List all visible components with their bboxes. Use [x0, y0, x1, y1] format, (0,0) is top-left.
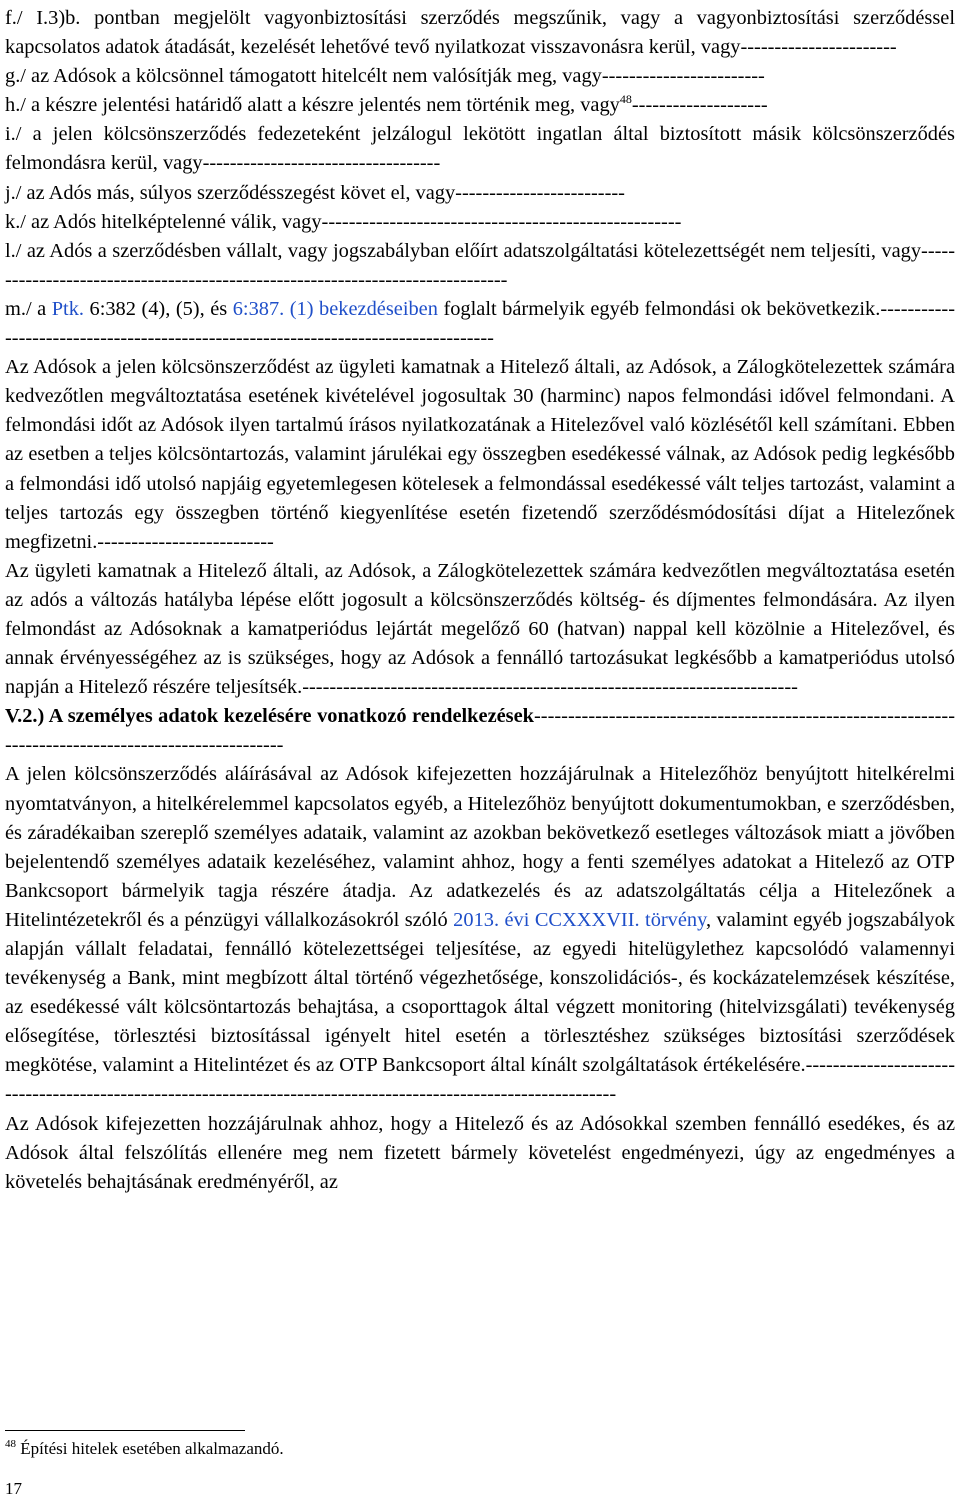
clause-m-start: m./ a — [5, 297, 52, 320]
ptk-link[interactable]: Ptk. — [51, 297, 84, 320]
footnote-text: Építési hitelek esetében alkalmazandó. — [16, 1439, 284, 1458]
footnote — [5, 1438, 945, 1460]
termination-paragraph-1: Az Adósok a jelen kölcsönszerződést az ügyleti kamatnak a Hitelező általi, az Adósok, a Zálogkötelezettek számára kedvezőtlen megváltoztatása esetének kivételével jogosultak 30 (harminc) napos felmondási idővel felmondani. A felmondási időt az Adósok ilyen tartalmú írásos nyilatkozatának a Hitelezővel való közlésétől kell számítani. Ebben az esetben a teljes kölcsöntartozás, valamint járulékai egy összegben esedékessé válnak, az Adósok pedig legkésőbb a felmondási idő utolsó napjáig egyetemlegesen kötelesek a felmondással esedékessé vált teljes tartozást, valamint a teljes tartozás egy összegben történő kiegyenlítése esetén fizetendő szerződésmódosítási díjat a Hitelezőnek megfizetni.-------------------------- — [5, 356, 955, 553]
law-2013-ccxxxvii-link[interactable]: 2013. évi CCXXXVII. törvény — [453, 908, 706, 931]
clause-i: i./ a jelen kölcsönszerződés fedezeteként jelzálogul lekötött ingatlan által biztosított másik kölcsönszerződés felmondásra kerül, vagy----------------------------------- — [5, 123, 955, 175]
assignment-paragraph: Az Adósok kifejezetten hozzájárulnak ahhoz, hogy a Hitelező és az Adósokkal szemben fennálló esedékes, és az Adósok által felszólítás ellenére meg nem fizetett bármely követelést engedményezi, úgy az engedményes a követelés behajtásának eredményéről, az — [5, 1112, 955, 1193]
data-processing-text-start: A jelen kölcsönszerződés aláírásával az Adósok kifejezetten hozzájárulnak a Hitelezőhöz benyújtott hitelkérelmi nyomtatványon, a hitelkérelemmel kapcsolatos egyéb, a Hitelezőhöz benyújtott dokumentumokban, e szerződésben, és záradékaiban szereplő személyes adataik, valamint az azokban bekövetkező esetleges változások miatt a jövőben bejelentendő személyes adataik kezeléséhez, valamint ahhoz, hogy a fenti személyes adatokat a Hitelező az OTP Bankcsoport bármelyik tagja részére átadja. Az adatkezelés és az adatszolgáltatás célja a Hitelezőnek a Hitelintézetekről és a pénzügyi vállalkozásokról szóló — [5, 763, 955, 931]
data-processing-paragraph-1 — [5, 760, 955, 1109]
clause-k: k./ az Adós hitelképtelenné válik, vagy----------------------------------------------------- — [5, 210, 682, 233]
paragraph-1-link[interactable]: (1) bekezdéseiben — [289, 297, 438, 320]
clause-h-text: h./ a készre jelentési határidő alatt a készre jelentés nem történik meg, vagy — [5, 94, 620, 117]
clause-m-mid1: 6:382 (4), (5), és — [84, 297, 233, 320]
section-heading-dashes: ------------------------------------------------------------------------------------------------------- — [5, 705, 955, 757]
termination-paragraph-2: Az ügyleti kamatnak a Hitelező általi, az Adósok, a Zálogkötelezettek számára kedvezőtlen megváltoztatása esetén az adós a változás hatályba lépése előtt jogosult a kölcsönszerződés költség- és díjmentes felmondására. Az ilyen felmondást az Adósoknak a kamatperiódus lejártát megelőző 60 (hatvan) nappal kell közölnie a Hitelezővel, és annak érvényességéhez az is szükséges, hogy az Adósok a fennálló tartozásukat legkésőbb a kamatperiódus utolsó napján a Hitelező részére teljesítsék.------------------------------------------------------------------------- — [5, 559, 955, 699]
clause-h — [5, 91, 955, 120]
page-number: 17 — [5, 1479, 22, 1498]
clause-g: g./ az Adósok a kölcsönnel támogatott hitelcélt nem valósítják meg, vagy------------------------ — [5, 65, 765, 88]
data-processing-dashes: ------------------------------------------------------------------------------------------------------- — [5, 1054, 955, 1106]
clause-m — [5, 295, 955, 353]
section-6-387-link[interactable]: 6:387. — [232, 297, 285, 320]
clause-h-dashes: -------------------- — [631, 94, 768, 117]
section-heading-title: V.2.) A személyes adatok kezelésére vonatkozó rendelkezések — [5, 705, 534, 728]
clause-f: f./ I.3)b. pontban megjelölt vagyonbiztosítási szerződés megszűnik, vagy a vagyonbiztosítási szerződéssel kapcsolatos adatok átadását, kezelését lehetővé tevő nyilatkozat visszavonásra kerül, vagy----------------------- — [5, 7, 955, 59]
data-processing-text-end: , valamint egyéb jogszabályok alapján vállalt feladatai, fennálló kötelezettségei teljesítése, az egyedi hitelügylethez kapcsolódó valamennyi tevékenység a Bank, mint megbízott által történő végezhetősége, konszolidációs-, és kockázatelemzések készítése, az esedékessé vált kölcsöntartozás behajtása, a csoporttagok által végzett monitoring (hitelvizsgálati) tevékenység elősegítése, törlesztési biztosítással igényelt hitel esetén a törlesztéshez szükséges biztosítási szerződések megkötése, valamint a Hitelintézet és az OTP Bankcsoport által kínált szolgáltatások értékelésére.--------- — [5, 908, 956, 1077]
footnote-number: 48 — [5, 1438, 16, 1450]
footnote-separator — [5, 1430, 245, 1431]
clause-m-end: foglalt bármelyik egyéb felmondási ok bekövetkezik.----------------------------------------------------------------------------------- — [5, 297, 956, 350]
footnote-reference[interactable]: 48 — [619, 92, 632, 107]
document-body — [5, 4, 955, 1197]
section-heading-v2 — [5, 702, 955, 760]
clause-l: l./ az Adós a szerződésben vállalt, vagy jogszabályban előírt adatszolgáltatási kötelezettségét nem teljesíti, vagy------------------------------------------------------------------------------- — [5, 239, 955, 291]
clause-j: j./ az Adós más, súlyos szerződésszegést követ el, vagy------------------------- — [5, 181, 625, 204]
